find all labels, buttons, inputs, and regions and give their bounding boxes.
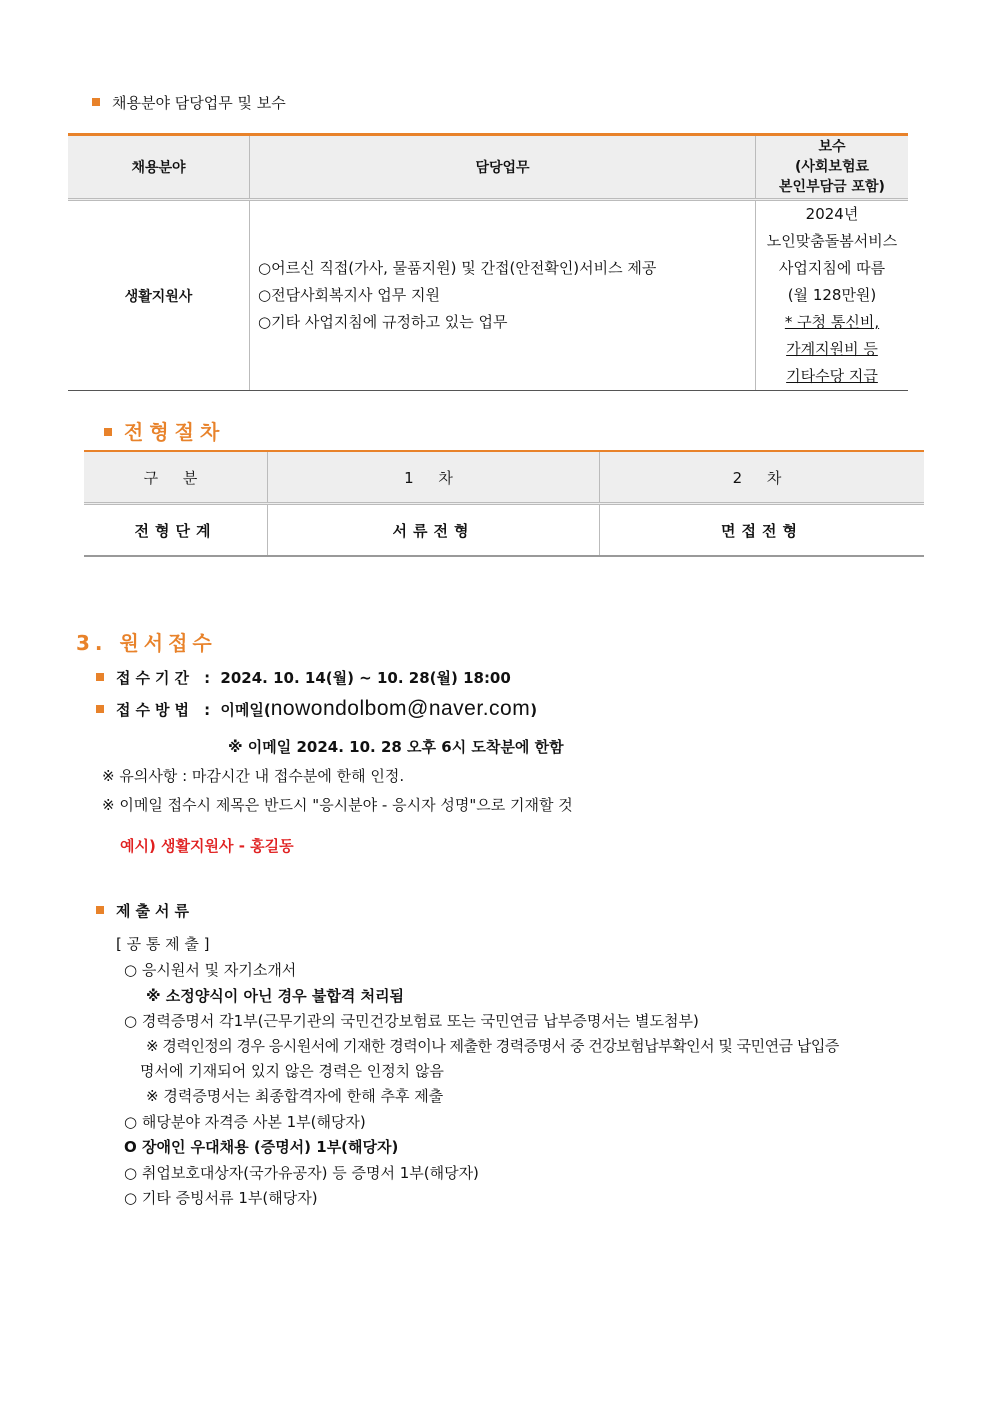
square-bullet-icon (96, 673, 104, 681)
header-category: 구 분 (84, 451, 268, 504)
documents-heading (96, 900, 194, 921)
square-bullet-icon (96, 705, 104, 713)
table-header-row (68, 135, 908, 200)
doc-note: ※ 경력증명서는 최종합격자에 한해 추후 제출 (146, 1087, 444, 1105)
stage-label: 전형단계 (84, 504, 268, 557)
email-address[interactable]: nowondolbom@naver.com (270, 697, 531, 720)
header-pay-line: 본인부담금 포함) (779, 179, 885, 195)
duties-cell (250, 200, 756, 391)
recruitment-table (68, 133, 908, 391)
method-value: 이메일( (220, 701, 271, 719)
email-note: ※ 이메일 2024. 10. 28 오후 6시 도착분에 한함 (228, 738, 564, 756)
note-subject: ※ 이메일 접수시 제목은 반드시 "응시분야 - 응시자 성명"으로 기재할 것 (102, 796, 573, 814)
header-pay-line: (사회보험료 (794, 159, 870, 175)
period-value: 2024. 10. 14(월) ~ 10. 28(월) 18:00 (220, 669, 511, 687)
pay-line: 2024년 (805, 205, 859, 223)
method-label: 접수방법 : (116, 701, 216, 719)
doc-note: 명서에 기재되어 있지 않은 경력은 인정치 않음 (140, 1062, 444, 1080)
example-text: 예시) 생활지원사 - 홍길동 (120, 837, 294, 855)
doc-item: ○ 경력증명서 각1부(근무기관의 국민건강보험료 또는 국민연금 납부증명서는 별도첨부) (124, 1012, 699, 1030)
method-close: ) (530, 701, 538, 719)
pay-note-line: 기타수당 지급 (786, 367, 878, 385)
period-label: 접수기간 : (116, 669, 216, 687)
pay-cell (756, 200, 909, 391)
selection-process-table (84, 450, 924, 557)
application-period (96, 667, 511, 688)
section2-heading (104, 416, 225, 445)
pay-line: 노인맞춤돌봄서비스 (766, 232, 898, 250)
stage-round2: 면접전형 (600, 504, 925, 557)
doc-note: ※ 경력인정의 경우 응시원서에 기재한 경력이나 제출한 경력증명서 중 건강보험납부확인서 및 국민연금 납입증 (146, 1037, 839, 1055)
square-bullet-icon (96, 906, 104, 914)
doc-item: ○ 해당분야 자격증 사본 1부(해당자) (124, 1113, 366, 1131)
doc-item: ○ 응시원서 및 자기소개서 (124, 961, 297, 979)
header-round2: 2 차 (600, 451, 925, 504)
pay-note-line: * 구청 통신비, (784, 313, 880, 331)
table-row (84, 504, 924, 557)
duty-item: ○기타 사업지침에 규정하고 있는 업무 (258, 313, 508, 331)
header-pay (756, 135, 909, 200)
field-cell: 생활지원사 (68, 200, 250, 391)
square-bullet-icon (104, 428, 112, 436)
doc-note: ※ 소정양식이 아닌 경우 불합격 처리됨 (146, 987, 405, 1005)
documents-title: 제출서류 (116, 902, 194, 920)
application-method (96, 697, 537, 721)
section3-title: 3. 원서접수 (76, 631, 217, 655)
square-bullet-icon (92, 98, 100, 106)
section1-heading (92, 92, 286, 113)
doc-item: O 장애인 우대채용 (증명서) 1부(해당자) (124, 1138, 399, 1156)
doc-item: ○ 취업보호대상자(국가유공자) 등 증명서 1부(해당자) (124, 1164, 479, 1182)
pay-line: 사업지침에 따름 (778, 259, 886, 277)
pay-note-line: 가계지원비 등 (786, 340, 878, 358)
pay-line: (월 128만원) (787, 286, 877, 304)
header-duties: 담당업무 (250, 135, 756, 200)
header-round1: 1 차 (268, 451, 600, 504)
doc-item: ○ 기타 증빙서류 1부(해당자) (124, 1189, 318, 1207)
duty-item: ○전담사회복지사 업무 지원 (258, 286, 441, 304)
header-pay-line: 보수 (818, 139, 846, 155)
note-deadline: ※ 유의사항 : 마감시간 내 접수분에 한해 인정. (102, 767, 405, 785)
table-header-row (84, 451, 924, 504)
common-submission-label: [ 공 통 제 출 ] (116, 935, 210, 953)
stage-round1: 서류전형 (268, 504, 600, 557)
table-row (68, 200, 908, 391)
section2-title: 전형절차 (124, 420, 226, 444)
section1-title: 채용분야 담당업무 및 보수 (112, 94, 286, 112)
header-field: 채용분야 (68, 135, 250, 200)
duty-item: ○어르신 직접(가사, 물품지원) 및 간접(안전확인)서비스 제공 (258, 259, 657, 277)
